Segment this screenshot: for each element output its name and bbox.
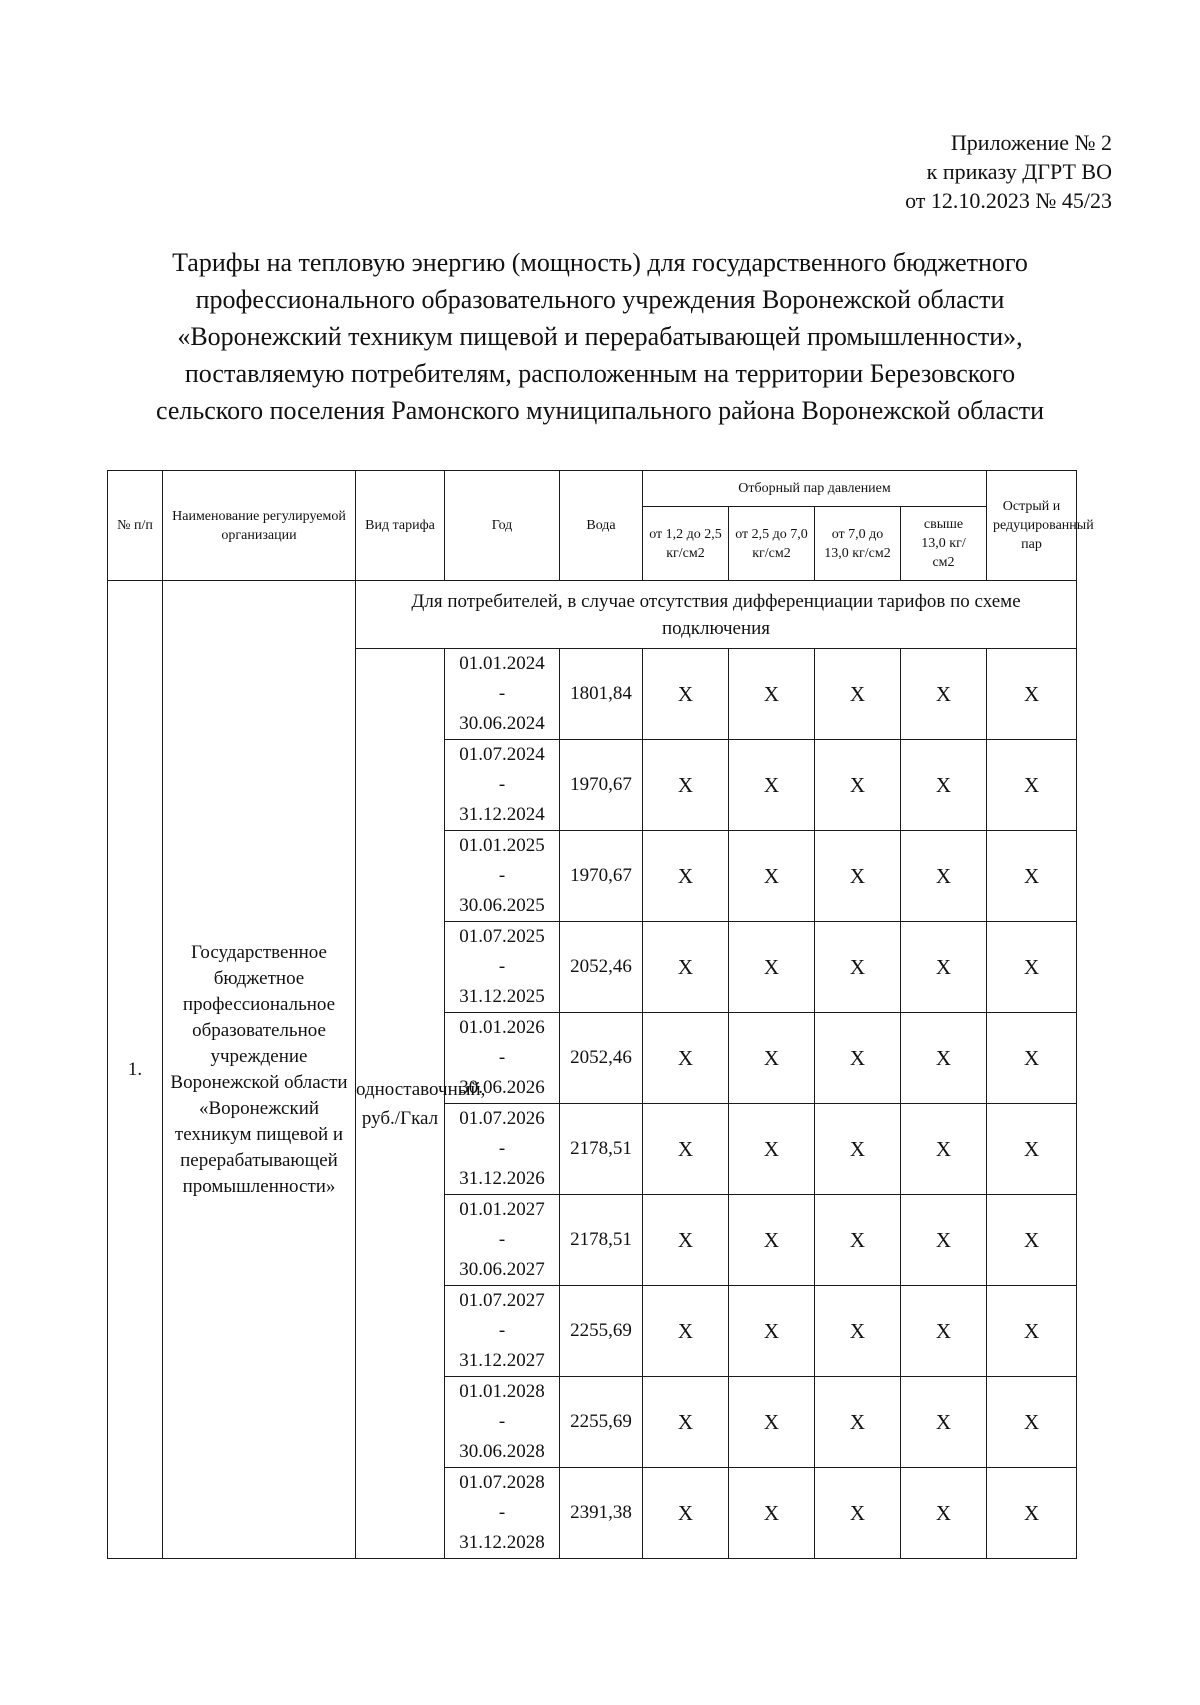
steam-tariff-p1: X bbox=[643, 1468, 729, 1559]
period-dash: - bbox=[498, 1502, 506, 1523]
water-tariff: 1801,84 bbox=[560, 649, 643, 740]
steam-tariff-p4: X bbox=[901, 922, 987, 1013]
header-steam-group: Отборный пар давлением bbox=[643, 471, 987, 507]
period-start: 01.01.2026 bbox=[459, 1017, 545, 1038]
water-tariff: 2391,38 bbox=[560, 1468, 643, 1559]
steam-tariff-p4: X bbox=[901, 1377, 987, 1468]
steam-tariff-p2: X bbox=[729, 1468, 815, 1559]
steam-tariff-sharp: X bbox=[987, 831, 1077, 922]
period-end: 31.12.2028 bbox=[459, 1532, 545, 1553]
title-line: сельского поселения Рамонского муниципального района Воронежской области bbox=[155, 396, 1045, 425]
period-dash: - bbox=[498, 865, 506, 886]
steam-tariff-p3: X bbox=[815, 740, 901, 831]
period-dash: - bbox=[498, 1047, 506, 1068]
header-pressure-3: от 7,0 до 13,0 кг/см2 bbox=[815, 507, 901, 581]
steam-tariff-p4: X bbox=[901, 1468, 987, 1559]
steam-tariff-p1: X bbox=[643, 649, 729, 740]
period-end: 30.06.2028 bbox=[459, 1441, 545, 1462]
period-cell bbox=[445, 1013, 560, 1104]
steam-tariff-p4: X bbox=[901, 740, 987, 831]
period-start: 01.07.2027 bbox=[459, 1290, 545, 1311]
water-tariff: 2255,69 bbox=[560, 1286, 643, 1377]
steam-tariff-p2: X bbox=[729, 1013, 815, 1104]
steam-tariff-p4: X bbox=[901, 1195, 987, 1286]
period-start: 01.07.2025 bbox=[459, 926, 545, 947]
steam-tariff-sharp: X bbox=[987, 1195, 1077, 1286]
period-cell bbox=[445, 1377, 560, 1468]
water-tariff: 2255,69 bbox=[560, 1377, 643, 1468]
header-sharp-steam: Острый и редуцированный пар bbox=[987, 471, 1077, 581]
period-end: 30.06.2025 bbox=[459, 895, 545, 916]
steam-tariff-sharp: X bbox=[987, 1377, 1077, 1468]
period-start: 01.01.2024 bbox=[459, 653, 545, 674]
steam-tariff-p3: X bbox=[815, 1468, 901, 1559]
period-end: 31.12.2026 bbox=[459, 1168, 545, 1189]
period-start: 01.07.2024 bbox=[459, 744, 545, 765]
period-dash: - bbox=[498, 1138, 506, 1159]
period-start: 01.01.2025 bbox=[459, 835, 545, 856]
header-num: № п/п bbox=[108, 471, 163, 581]
steam-tariff-p3: X bbox=[815, 1195, 901, 1286]
water-tariff: 2178,51 bbox=[560, 1195, 643, 1286]
water-tariff: 2178,51 bbox=[560, 1104, 643, 1195]
period-dash: - bbox=[498, 956, 506, 977]
water-tariff: 1970,67 bbox=[560, 831, 643, 922]
steam-tariff-p2: X bbox=[729, 922, 815, 1013]
tariff-kind: одноставочный, руб./Гкал bbox=[356, 649, 445, 1559]
period-end: 31.12.2025 bbox=[459, 986, 545, 1007]
steam-tariff-sharp: X bbox=[987, 922, 1077, 1013]
period-start: 01.07.2028 bbox=[459, 1472, 545, 1493]
period-end: 31.12.2024 bbox=[459, 804, 545, 825]
header-org: Наименование регулируемой организации bbox=[163, 471, 356, 581]
water-tariff: 1970,67 bbox=[560, 740, 643, 831]
steam-tariff-p2: X bbox=[729, 1377, 815, 1468]
header-pressure-4: свыше 13,0 кг/см2 bbox=[901, 507, 987, 581]
steam-tariff-p1: X bbox=[643, 1013, 729, 1104]
section-heading: Для потребителей, в случае отсутствия дифференциации тарифов по схеме подключения bbox=[356, 581, 1077, 649]
period-dash: - bbox=[498, 1229, 506, 1250]
steam-tariff-p1: X bbox=[643, 831, 729, 922]
header-pressure-1: от 1,2 до 2,5 кг/см2 bbox=[643, 507, 729, 581]
appendix-reference bbox=[692, 128, 1112, 215]
steam-tariff-p4: X bbox=[901, 831, 987, 922]
period-dash: - bbox=[498, 1411, 506, 1432]
steam-tariff-p2: X bbox=[729, 831, 815, 922]
header-water: Вода bbox=[560, 471, 643, 581]
steam-tariff-p2: X bbox=[729, 1104, 815, 1195]
steam-tariff-p3: X bbox=[815, 649, 901, 740]
header-kind: Вид тарифа bbox=[356, 471, 445, 581]
steam-tariff-p3: X bbox=[815, 922, 901, 1013]
steam-tariff-p2: X bbox=[729, 649, 815, 740]
period-cell bbox=[445, 1104, 560, 1195]
steam-tariff-sharp: X bbox=[987, 1286, 1077, 1377]
header-pressure-2: от 2,5 до 7,0 кг/см2 bbox=[729, 507, 815, 581]
period-start: 01.01.2027 bbox=[459, 1199, 545, 1220]
period-end: 31.12.2027 bbox=[459, 1350, 545, 1371]
steam-tariff-p1: X bbox=[643, 1104, 729, 1195]
steam-tariff-p3: X bbox=[815, 1377, 901, 1468]
period-cell bbox=[445, 922, 560, 1013]
period-cell bbox=[445, 740, 560, 831]
steam-tariff-p4: X bbox=[901, 649, 987, 740]
steam-tariff-p1: X bbox=[643, 740, 729, 831]
title-line: профессионального образовательного учреждения Воронежской области bbox=[195, 285, 1005, 314]
title-line: поставляемую потребителям, расположенным на территории Березовского bbox=[184, 359, 1016, 388]
steam-tariff-p4: X bbox=[901, 1104, 987, 1195]
period-end: 30.06.2024 bbox=[459, 713, 545, 734]
steam-tariff-p1: X bbox=[643, 1195, 729, 1286]
steam-tariff-p2: X bbox=[729, 1195, 815, 1286]
period-dash: - bbox=[498, 683, 506, 704]
period-dash: - bbox=[498, 774, 506, 795]
period-end: 30.06.2027 bbox=[459, 1259, 545, 1280]
steam-tariff-p2: X bbox=[729, 1286, 815, 1377]
period-start: 01.07.2026 bbox=[459, 1108, 545, 1129]
appendix-date: от 12.10.2023 № 45/23 bbox=[905, 188, 1112, 213]
period-start: 01.01.2028 bbox=[459, 1381, 545, 1402]
period-cell bbox=[445, 831, 560, 922]
period-cell bbox=[445, 1195, 560, 1286]
title-line: «Воронежский техникум пищевой и перерабатывающей промышленности», bbox=[177, 322, 1023, 351]
tariff-table bbox=[107, 470, 1094, 1559]
steam-tariff-sharp: X bbox=[987, 740, 1077, 831]
period-cell bbox=[445, 1468, 560, 1559]
steam-tariff-p3: X bbox=[815, 1013, 901, 1104]
organization-name: Государственное бюджетное профессиональное образовательное учреждение Воронежской области «Воронежский техникум пищевой и перерабатывающей промышленности» bbox=[163, 581, 356, 1559]
water-tariff: 2052,46 bbox=[560, 922, 643, 1013]
period-cell bbox=[445, 649, 560, 740]
period-cell bbox=[445, 1286, 560, 1377]
period-end: 30.06.2026 bbox=[459, 1077, 545, 1098]
title-line: Тарифы на тепловую энергию (мощность) для государственного бюджетного bbox=[172, 248, 1028, 277]
appendix-number: Приложение № 2 bbox=[950, 130, 1112, 155]
document-title bbox=[120, 244, 1080, 429]
period-dash: - bbox=[498, 1320, 506, 1341]
steam-tariff-sharp: X bbox=[987, 1013, 1077, 1104]
water-tariff: 2052,46 bbox=[560, 1013, 643, 1104]
steam-tariff-sharp: X bbox=[987, 649, 1077, 740]
steam-tariff-p3: X bbox=[815, 831, 901, 922]
steam-tariff-p3: X bbox=[815, 1286, 901, 1377]
steam-tariff-sharp: X bbox=[987, 1468, 1077, 1559]
appendix-order: к приказу ДГРТ ВО bbox=[926, 159, 1112, 184]
steam-tariff-p4: X bbox=[901, 1286, 987, 1377]
steam-tariff-p1: X bbox=[643, 1377, 729, 1468]
row-number: 1. bbox=[108, 581, 163, 1559]
steam-tariff-sharp: X bbox=[987, 1104, 1077, 1195]
steam-tariff-p1: X bbox=[643, 1286, 729, 1377]
steam-tariff-p4: X bbox=[901, 1013, 987, 1104]
header-year: Год bbox=[445, 471, 560, 581]
steam-tariff-p1: X bbox=[643, 922, 729, 1013]
steam-tariff-p2: X bbox=[729, 740, 815, 831]
steam-tariff-p3: X bbox=[815, 1104, 901, 1195]
